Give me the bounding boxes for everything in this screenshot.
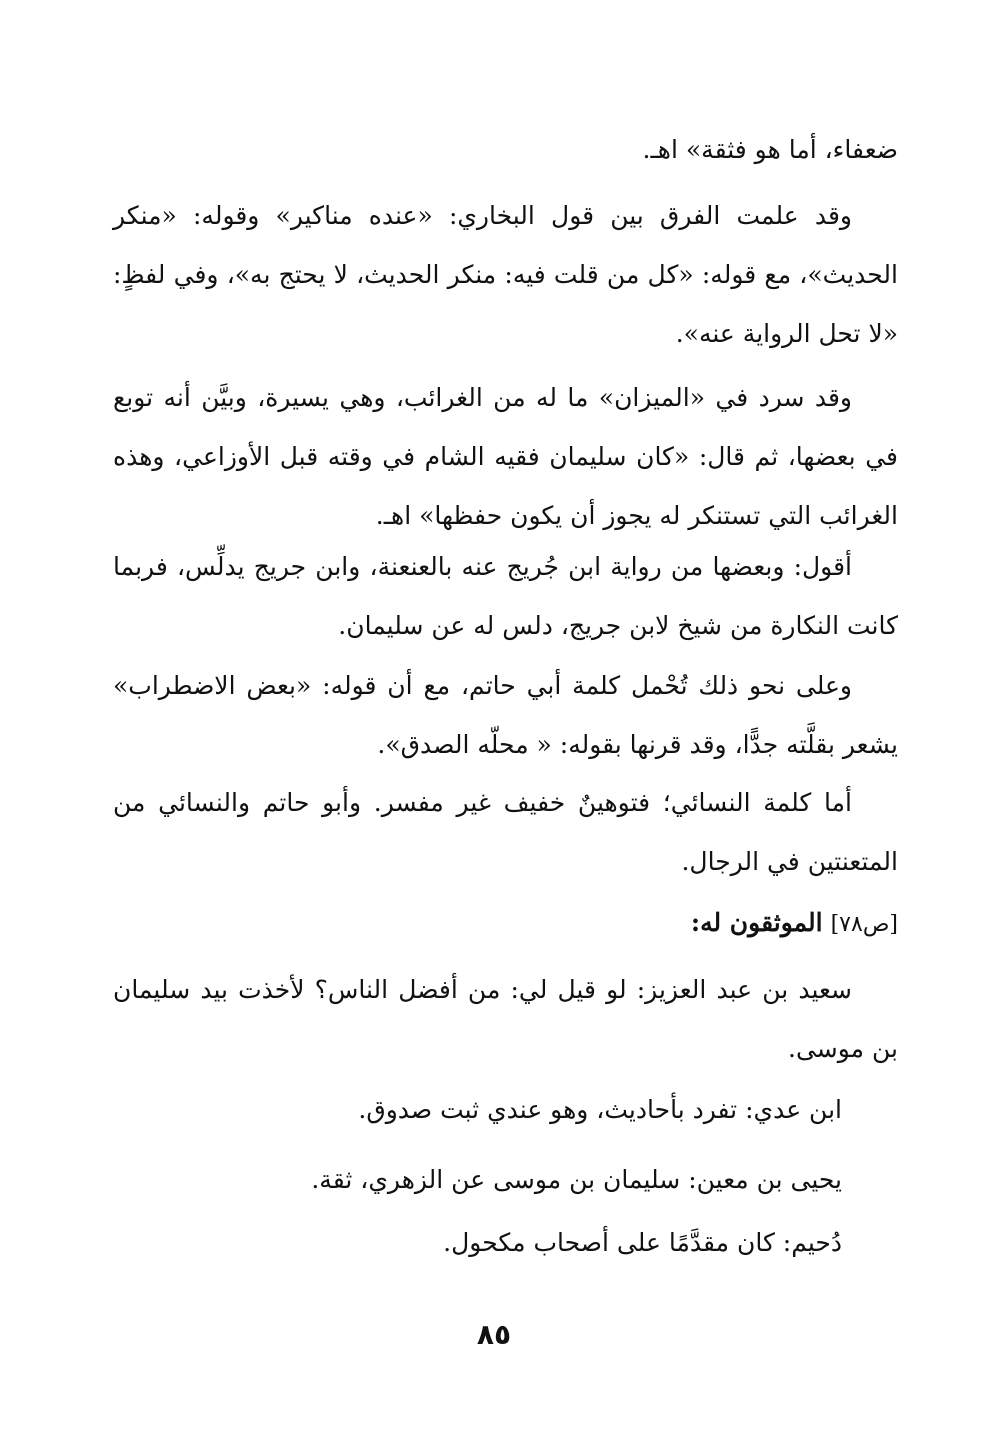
paragraph-ibn-jurayj: أقول: وبعضها من رواية ابن جُريج عنه بالعنعنة، وابن جريج يدلِّس، فربما كانت النكارة من شيخ لابن جريج، دلس له عن سليمان. (113, 552, 898, 640)
page-reference: [ص٧٨] (830, 912, 898, 937)
section-title: الموثقون له: (690, 908, 823, 937)
paragraph-abu-hatim: وعلى نحو ذلك تُحْمل كلمة أبي حاتم، مع أن قوله: «بعض الاضطراب» يشعر بقلَّته جدًّا، وقد قرنها بقوله: « محلّه الصدق». (113, 671, 898, 759)
section-heading (113, 893, 898, 954)
paragraph-continuation: ضعفاء، أما هو فثقة» اهـ. (642, 135, 898, 164)
paragraph-said-ibn-abd-al-aziz: سعيد بن عبد العزيز: لو قيل لي: من أفضل الناس؟ لأخذت بيد سليمان بن موسى. (113, 975, 898, 1063)
paragraph-bukhari-difference: وقد علمت الفرق بين قول البخاري: «عنده مناكير» وقوله: «منكر الحديث»، مع قوله: «كل من قلت فيه: منكر الحديث، لا يحتج به»، وفي لفظٍ: «لا تحل الرواية عنه». (113, 201, 898, 348)
list-item: ابن عدي: تفرد بأحاديث، وهو عندي ثبت صدوق. (358, 1095, 842, 1124)
paragraph-nasai: أما كلمة النسائي؛ فتوهينٌ خفيف غير مفسر. وأبو حاتم والنسائي من المتعنتين في الرجال. (113, 788, 898, 876)
list-item: دُحيم: كان مقدَّمًا على أصحاب مكحول. (443, 1228, 842, 1257)
paragraph-mizan-gharaib: وقد سرد في «الميزان» ما له من الغرائب، وهي يسيرة، وبيَّن أنه توبع في بعضها، ثم قال: «كان سليمان فقيه الشام في وقته قبل الأوزاعي، وهذه الغرائب التي تستنكر له يجوز أن يكون حفظها» اهـ. (113, 383, 898, 530)
page-number: ٨٥ (476, 1318, 512, 1351)
list-item: يحيى بن معين: سليمان بن موسى عن الزهري، ثقة. (311, 1165, 842, 1194)
